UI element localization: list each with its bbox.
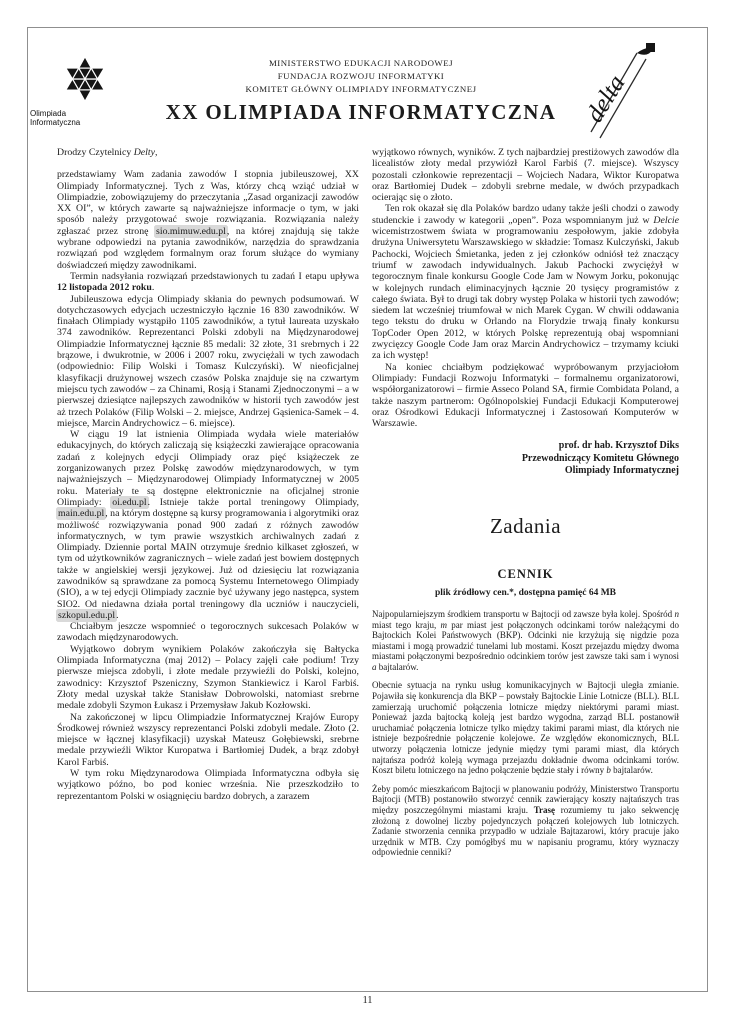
text-segment: Jubileuszowa edycja Olimpiady skłania do pewnych podsumowań. W dotychczasowych edycjach uczestniczyło łącznie 16 830 zawodników. W finałach Olimpiady wystąpiło 1105 zawodników, a tytuł laureata uzyskało 374 zawodników. Reprezentanci Polski zdobyli na Międzynarodowej Olimpiadzie Informatycznej łącznie 85 medali: 32 złote, 31 srebrnych i 22 brązowe, i dwukrotnie, w 2006 i 2007 roku, zwyciężali w tych zawodach (odpowiednio: Filip Wolski i Tomasz Kulczyński). W nieoficjalnej klasyfikacji drużynowej wszech czasów Polska znajduje się na czwartym miejscu tych zawodów – za Chinami, Rosją i Stanami Zjednoczonymi – a w pierwszej dziesiątce najlepszych zawodników w historii tych zawodów jest aż trzech Polaków (Filip Wolski – 2. miejsce, Andrzej Gąsienica-Samek – 4. miejsce, Marcin Andrychowicz – 6. miejsce). [57,293,359,429]
text-segment: , na której znajdują się także wybrane odpowiedzi na pytania zawodników, narzędzia do sprawdzania rozwiązań pod względem formalnym oraz forum służące do wymiany doświadczeń między zawodnikami. [57,225,360,271]
delta-logo-word: delta [584,70,631,128]
org-lines [122,57,600,96]
paragraph [57,768,359,802]
paragraph [57,271,359,294]
text-segment: 12 listopada 2012 roku [57,282,152,294]
text-segment: Delcie [653,214,679,226]
text-segment: rozumiemy tu jako sekwencję złożoną z dowolnej liczby pojedynczych połączeń kolejowych lub lotniczych. Zadanie stworzenia cennika przypadło w udziale Bajtazarowi, który pracuje jako urzędnik w MTB. Czy pomógłbyś mu w napisaniu programu, który wyznaczy odpowiednie cenniki? [372,805,679,858]
signature-block [372,440,679,478]
page-title: XX OLIMPIADA INFORMATYCZNA [165,100,557,124]
oi-logo [30,50,134,127]
text-segment: miast tego kraju, [372,619,441,630]
text-segment: Żeby pomóc mieszkańcom Bajtocji w planowaniu podróży, Ministerstwo Transportu Bajtocji (MTB) postanowiło stworzyć cennik zawierający koszty najtańszych tras między poszczególnymi miastami kraju. [372,783,679,816]
link-url[interactable]: szkopul.edu.pl [58,609,116,621]
oi-logo-graphic [54,50,116,108]
paragraph [372,680,679,775]
text-segment: Wyjątkowo dobrym wynikiem Polaków zakończyła się Bałtycka Olimpiada Informatyczna (maj 2012) – Polacy zajęli całe podium! Trzy pierwsze miejsca zdobyli, i złote medale przywieźli do Polski, kolejno, zawodnicy: Krzysztof Pszeniczny, Szymon Stankiewicz i Karol Farbiś. Złoty medal uzyskał także Stanisław Dobrowolski, natomiast srebrne medale zdobyli Szymon Łukasz i Przemysław Jakub Kozłowski. [57,643,359,712]
text-segment: wyjątkowo równych, wyników. Z tych najbardziej prestiżowych zawodów dla licealistów złoty medal przywiózł Karol Farbiś (7. miejsce). Wszyscy pozostali członkowie reprezentacji – Wojciech Nadara, Wiktor Kuropatwa oraz Bartłomiej Dudek – zdobyli srebrne medale, w dwóch przypadkach ocierając się o złoto. [372,147,679,204]
org-line: KOMITET GŁÓWNY OLIMPIADY INFORMATYCZNEJ [245,84,477,94]
text-segment: Obecnie sytuacja na rynku usług komunikacyjnych w Bajtocji uległa zmianie. Pojawiła się konkurencja dla BKP – powstały Bajtockie Linie Lotnicze (BLL). BLL zamierzają uruchomić połączenia lotnicze między niektórymi parami miast. Ponieważ jazda bajtocką koleją jest bardzo wygodna, zarząd BLL postanowił uruchamiać połączenia lotnicze tylko między takimi parami miast, dla których nie istnieje bezpośrednie połączenie kolejowe. Ze względów ekonomicznych, BLL utworzy połączenia lotnicze jedynie między tymi parami miast, dla których najtańsza podróż koleją wymaga przejazdu dokładnie dwoma odcinkami torów. Koszt biletu lotniczego na jedno połączenie będzie stały i równy [372,680,679,776]
text-segment: a [372,661,377,672]
text-segment: bajtalarów. [376,661,419,672]
task-title: CENNIK [497,566,554,581]
paragraph [57,712,359,768]
text-segment: Na koniec chciałbym podziękować wypróbowanym przyjaciołom Olimpiady: Fundacji Rozwoju Informatyki – formalnemu organizatorowi, współorganizatorowi – firmie Asseco Poland SA, firmie Combidata Poland, a także naszym partnerom: Ogólnopolskiej Fundacji Edukacji Komputerowej oraz Ośrodkowi Edukacji Informatycznej i Zastosowań Komputerów w Warszawie. [372,361,679,430]
text-segment: , na którym dostępne są kursy programowania i algorytmiki oraz możliwość rozwiązywania ponad 900 zadań z różnych zawodów informatycznych, w tym prawie wszystkich archiwalnych zadań z Olimpiady. Dziennie portal MAIN otrzymuje średnio kilkaset zgłoszeń, w tym od użytkowników zagranicznych – wiele zadań jest bowiem dostępnych także w angielskiej wersji językowej. Już od dziesięciu lat rozwiązania zawodników są sprawdzane za pomocą Systemu Internetowego Olimpiady (SIO), a w tej edycji Olimpiady zacznie być używany jego następca, system SIO2. Od niedawna działa portal treningowy dla uczniów i nauczycieli, [57,508,359,610]
signature-line: Przewodniczący Komitetu Głównego [521,452,679,464]
text-segment: bajtalarów. [610,765,653,776]
text-segment: . [116,609,119,621]
text-segment: Termin nadsyłania rozwiązań przedstawionych tu zadań I etapu upływa [70,270,359,282]
link-url[interactable]: sio.mimuw.edu.pl [156,225,226,237]
paragraph [57,169,359,271]
oi-logo-caption-line: Informatyczna [30,118,81,127]
text-segment: W ciągu 19 lat istnienia Olimpiada wydała wiele materiałów edukacyjnych, do których zaliczają się książeczki zawierające opracowania zadań z kolejnych edycji Olimpiady oraz pięć książeczek ze zorganizowanych przez Polskę zawodów międzynarodowych, w tym najważniejszych – Międzynarodowej Olimpiady Informatycznej w 2005 roku. Materiały te są dostępne elektronicznie na oficjalnej stronie Olimpiady: [57,429,359,508]
link-url[interactable]: oi.edu.pl [112,496,147,508]
text-segment: Drodzy Czytelnicy [57,147,134,158]
text-segment: , [154,147,158,158]
text-segment: Trasę [533,805,556,816]
text-segment: wicemistrzostwem świata w programowaniu zespołowym, jakie zdobyła drużyna Uniwersytetu Warszawskiego w składzie: Tomasz Kulczyński, Jakub Pachocki, Wojciech Śmietanka, jeden z jej członków odniósł też znaczący triumf w zawodach indywidualnych. Jakub Pachocki zwyciężył w tegorocznym finale konkursu Google Code Jam w Nowym Jorku, pokonując w kolejnych rundach eliminacyjnych łącznie 20 tysięcy programistów z całego świata. Był to drugi tak dobry występ Polaka w historii tych zawodów; siedem lat wcześniej triumfował w nich Marek Cygan. W chwili oddawania tego tekstu do druku w Orlando na Florydzie trwają finały konkursu TopCoder Open 2012, w których Polskę reprezentują obaj wspomniani zwycięzcy Google Code Jam oraz Marcin Andrychowicz – trzymamy kciuki za ich występ! [372,226,679,362]
delta-logo-graphic [584,42,658,142]
paragraph [372,147,679,203]
org-line: FUNDACJA ROZWOJU INFORMATYKI [277,71,445,81]
text-segment: Delty [133,147,155,158]
text-segment: Na zakończonej w lipcu Olimpiadzie Informatycznej Krajów Europy Środkowej również wszyscy reprezentanci Polski zdobyli medale. Złoto (2. miejsce w łącznej klasyfikacji) uzyskał Mateusz Gołębiewski, srebrne medale przywieźli Wiktor Kuropatwa i Bartłomiej Dudek, a brąz zdobył Karol Farbiś. [57,711,359,768]
paragraph [372,203,679,361]
paragraph [57,621,359,644]
task-meta: plik źródłowy cen.*, dostępna pamięć 64 MB [434,587,617,598]
text-segment: Ten rok okazał się dla Polaków bardzo udany także jeśli chodzi o zawody studenckie i zawody w kategorii „open”. Poza wspomnianym już w [372,203,679,226]
delta-logo [584,42,658,142]
paragraph [57,294,359,430]
paragraph [372,784,679,858]
text-segment: Chciałbym jeszcze wspomnieć o tegorocznych sukcesach Polaków w zawodach międzynarodowych. [57,621,359,644]
oi-logo-caption [30,109,134,127]
paragraph [372,609,679,673]
section-title-zadania: Zadania [489,513,562,538]
text-segment: W tym roku Międzynarodowa Olimpiada Informatyczna odbyła się wyjątkowo późno, bo pod koniec września. Nie przeszkodziło to reprezentantom Polski w osiągnięciu bardzo dobrych, a zarazem [57,768,359,802]
text-segment: . Istnieje także portal treningowy Olimpiady, [147,496,360,508]
oi-logo-caption-line: Olimpiada [30,109,67,118]
text-segment: par miast jest połączonych odcinkami torów należącymi do Bajtockich Kolei Państwowych (BKP). Odcinki nie krzyżują się nigdzie poza miastami i mogą prowadzić tunelami lub mostami. Koszt przejazdu między dwoma miastami połączonymi bezpośrednio odcinkiem torów jest zawsze taki sam i wynosi [372,619,679,662]
page-number: 11 [362,995,373,1006]
salutation [57,147,359,158]
right-column [372,147,679,866]
signature-line: prof. dr hab. Krzysztof Diks [558,440,679,452]
paragraph [57,429,359,621]
text-segment: . [151,282,155,294]
paragraph [372,362,679,430]
link-url[interactable]: main.edu.pl [58,508,105,520]
task-body [372,609,679,858]
text-segment: b [606,765,611,776]
signature-line: Olimpiady Informatycznej [564,465,679,477]
left-column [57,147,359,866]
text-segment: przedstawiamy Wam zadania zawodów I stopnia jubileuszowej, XX Olimpiady Informatycznej. Tych z Was, którzy chcą wziąć udział w Olimpiadzie, zobowiązujemy do przeczytania „Zasad organizacji zawodów XX OI”, w których zawarte są najważniejsze informacje o tym, w jaki sposób należy przygotować swoje rozwiązania. Rozwiązania należy zgłaszać przez stronę [57,169,359,237]
text-segment: n [674,608,679,619]
org-line: MINISTERSTWO EDUKACJI NARODOWEJ [268,58,454,68]
right-column-paragraphs [372,147,679,429]
two-column-body [57,147,679,866]
paragraph [57,644,359,712]
text-segment: m [440,619,448,630]
text-segment: Najpopularniejszym środkiem transportu w Bajtocji od zawsze była kolej. Spośród [372,608,675,619]
left-column-paragraphs [57,169,359,802]
header-text-block [122,57,600,125]
